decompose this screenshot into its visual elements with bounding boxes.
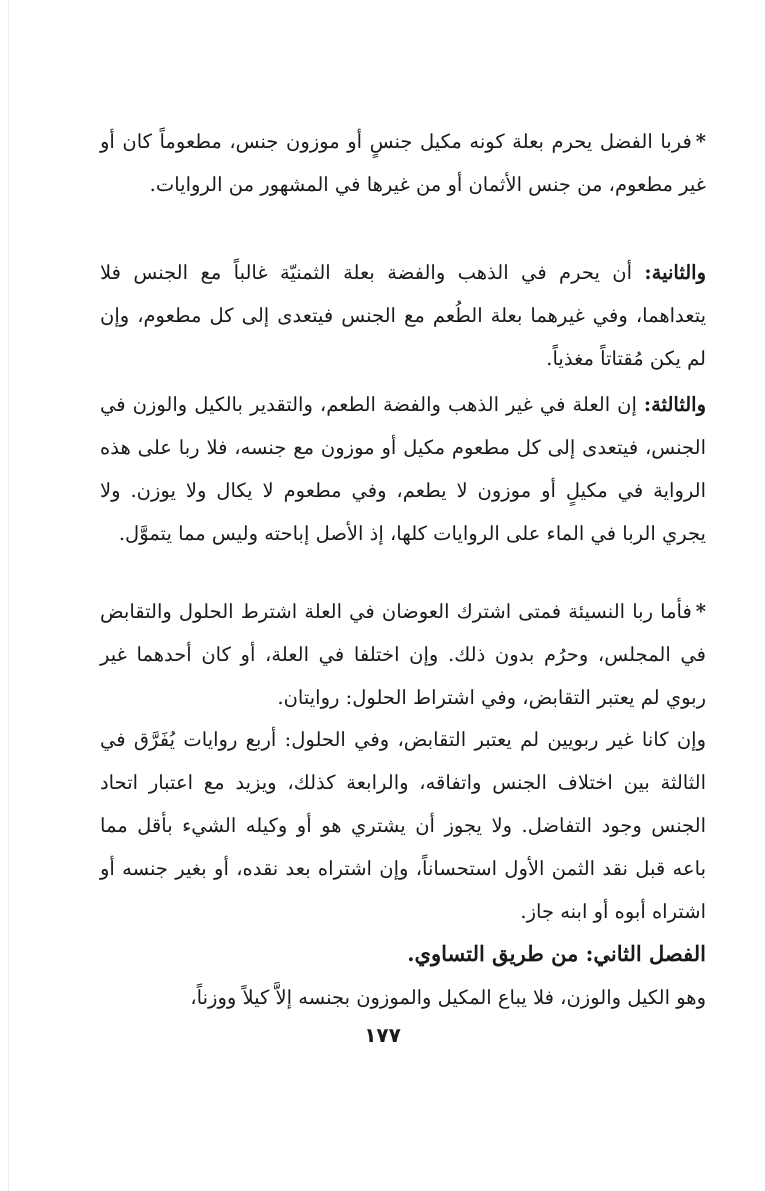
- paragraph-text: أن يحرم في الذهب والفضة بعلة الثمنيّة غالباً مع الجنس فلا يتعداهما، وفي غيرهما بعلة الطُعم مع الجنس فيتعدى إلى كل مطعوم، وإن لم يكن مُقتاتاً مغذياً.: [100, 261, 706, 370]
- paragraph-second-narration: [100, 251, 706, 380]
- paragraph-third-narration: [100, 383, 706, 555]
- paragraph-measure: [100, 976, 706, 1019]
- paragraph-non-ribawi: [100, 718, 706, 933]
- paragraph-lead: والثانية:: [644, 261, 706, 284]
- paragraph-text: فأما ربا النسيئة فمتى اشترك العوضان في العلة اشترط الحلول والتقابض في المجلس، وحرُم بدون ذلك. وإن اختلفا في العلة، أو كان أحدهما غير ربوي لم يعتبر التقابض، وفي اشتراط الحلول: روايتان.: [100, 600, 706, 709]
- paragraph-text: فربا الفضل يحرم بعلة كونه مكيل جنسٍ أو موزون جنس، مطعوماً كان أو غير مطعوم، من جنس الأثمان أو من غيرها في المشهور من الروايات.: [100, 130, 706, 196]
- scan-edge-line: [8, 0, 9, 1191]
- paragraph-text: وهو الكيل والوزن، فلا يباع المكيل والموزون بجنسه إلاَّ كيلاً ووزناً،: [190, 986, 706, 1009]
- star-marker: *: [695, 600, 706, 623]
- paragraph-text: وإن كانا غير ربويين لم يعتبر التقابض، وفي الحلول: أربع روايات يُفَرَّق في الثالثة بين اختلاف الجنس واتفاقه، والرابعة كذلك، ويزيد مع اعتبار اتحاد الجنس وجود التفاضل. ولا يجوز أن يشتري هو أو وكيله الشيء بأقل مما باعه قبل نقد الثمن الأول استحساناً، وإن اشتراه بعد نقده، أو بغير جنسه أو اشتراه أبوه أو ابنه جاز.: [100, 728, 706, 923]
- paragraph-riba-fadl: [100, 120, 706, 206]
- section-heading-text: الفصل الثاني: من طريق التساوي.: [407, 941, 706, 966]
- paragraph-riba-nasia: [100, 590, 706, 719]
- section-heading: [100, 932, 706, 976]
- star-marker: *: [695, 130, 706, 153]
- paragraph-text: إن العلة في غير الذهب والفضة الطعم، والتقدير بالكيل والوزن في الجنس، فيتعدى إلى كل مطعوم مكيل أو موزون مع جنسه، فلا ربا على هذه الرواية في مكيلٍ أو موزون لا يطعم، وفي مطعوم لا يكال ولا يوزن. ولا يجري الربا في الماء على الروايات كلها، إذ الأصل إباحته وليس مما يتموَّل.: [100, 393, 706, 545]
- paragraph-lead: والثالثة:: [643, 393, 706, 416]
- page-number: ١٧٧: [364, 1023, 401, 1047]
